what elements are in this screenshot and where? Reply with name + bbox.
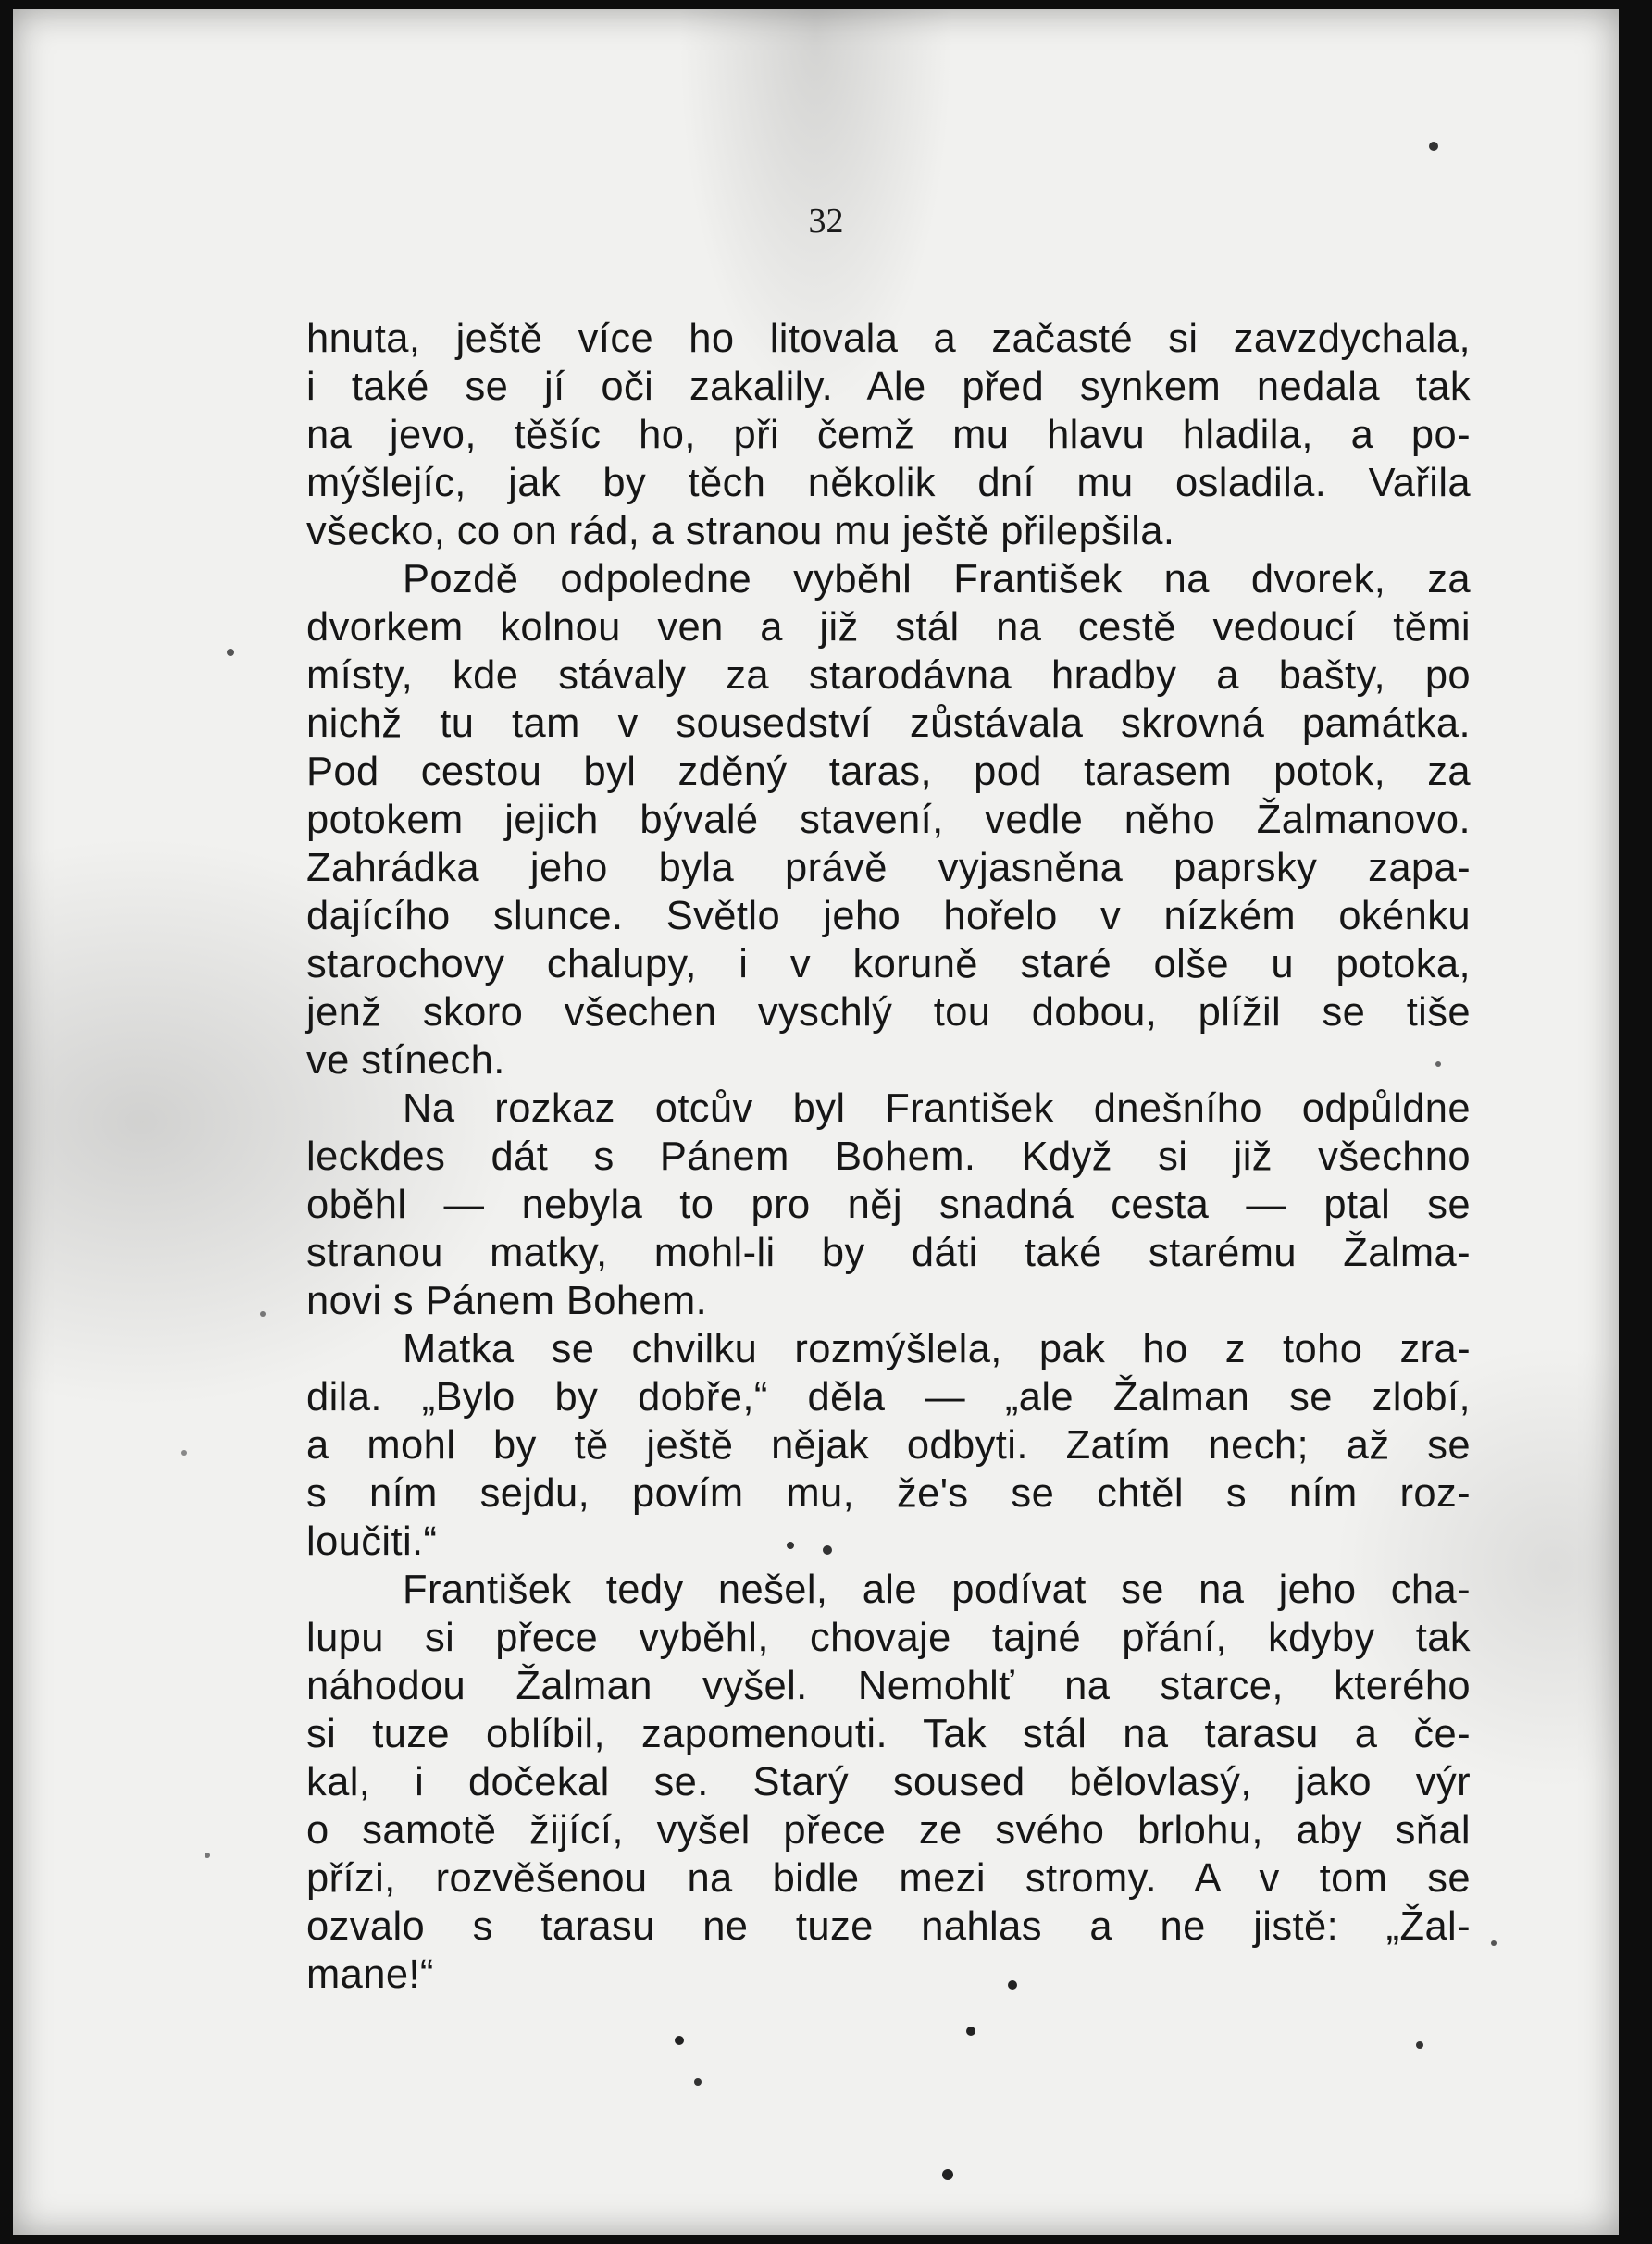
text-line: s ním sejdu, povím mu, že's se chtěl s ním roz- <box>306 1471 1471 1516</box>
text-line: dajícího slunce. Světlo jeho hořelo v nízkém okénku <box>306 894 1471 938</box>
text-line: kal, i dočekal se. Starý soused bělovlasý, jako výr <box>306 1760 1471 1804</box>
text-line: lupu si přece vyběhl, chovaje tajné přání, kdyby tak <box>306 1616 1471 1660</box>
text-line: dila. „Bylo by dobře,“ děla — „ale Žalman se zlobí, <box>306 1375 1471 1420</box>
text-line: Na rozkaz otcův byl František dnešního odpůldne <box>403 1086 1471 1131</box>
page-number: 32 <box>808 202 844 241</box>
text-line: novi s Pánem Bohem. <box>306 1279 708 1323</box>
text-line: František tedy nešel, ale podívat se na jeho cha- <box>403 1568 1471 1612</box>
text-line: mane!“ <box>306 1953 434 1997</box>
text-line: místy, kde stávaly za starodávna hradby a bašty, po <box>306 653 1471 698</box>
text-line: Pozdě odpoledne vyběhl František na dvorek, za <box>403 557 1471 601</box>
text-line: mýšlejíc, jak by těch několik dní mu osladila. Vařila <box>306 461 1471 505</box>
text-line: náhodou Žalman vyšel. Nemohlť na starce, kterého <box>306 1664 1471 1708</box>
text-line: loučiti.“ <box>306 1519 438 1564</box>
text-line: o samotě žijící, vyšel přece ze svého brlohu, aby sňal <box>306 1808 1471 1853</box>
text-line: na jevo, těšíc ho, při čemž mu hlavu hladila, a po- <box>306 413 1471 457</box>
text-line: potokem jejich bývalé stavení, vedle něho Žalmanovo. <box>306 798 1471 842</box>
text-line: i také se jí oči zakalily. Ale před synkem nedala tak <box>306 365 1471 409</box>
text-line: jenž skoro všechen vyschlý tou dobou, plížil se tiše <box>306 990 1471 1035</box>
text-line: nichž tu tam v sousedství zůstávala skrovná památka. <box>306 701 1471 746</box>
text-line: všecko, co on rád, a stranou mu ještě přilepšila. <box>306 509 1175 553</box>
text-line: Pod cestou byl zděný taras, pod tarasem potok, za <box>306 750 1471 794</box>
text-line: starochovy chalupy, i v koruně staré olše u potoka, <box>306 942 1471 986</box>
text-line: ve stínech. <box>306 1038 505 1083</box>
text-line: leckdes dát s Pánem Bohem. Když si již všechno <box>306 1134 1471 1179</box>
text-line: ozvalo s tarasu ne tuze nahlas a ne jistě: „Žal- <box>306 1904 1471 1949</box>
body-text <box>306 315 1471 1999</box>
text-line: dvorkem kolnou ven a již stál na cestě vedoucí těmi <box>306 605 1471 650</box>
text-line: Zahrádka jeho byla právě vyjasněna paprsky zapa- <box>306 846 1471 890</box>
text-line: Matka se chvilku rozmýšlela, pak ho z toho zra- <box>403 1327 1471 1371</box>
text-line: hnuta, ještě více ho litovala a začasté si zavzdychala, <box>306 316 1471 361</box>
text-line: stranou matky, mohl-li by dáti také starému Žalma- <box>306 1231 1471 1275</box>
text-line: a mohl by tě ještě nějak odbyti. Zatím nech; až se <box>306 1423 1471 1468</box>
text-line: oběhl — nebyla to pro něj snadná cesta — ptal se <box>306 1183 1471 1227</box>
text-line: si tuze oblíbil, zapomenouti. Tak stál na tarasu a če- <box>306 1712 1471 1756</box>
text-line: přízi, rozvěšenou na bidle mezi stromy. A v tom se <box>306 1856 1471 1901</box>
